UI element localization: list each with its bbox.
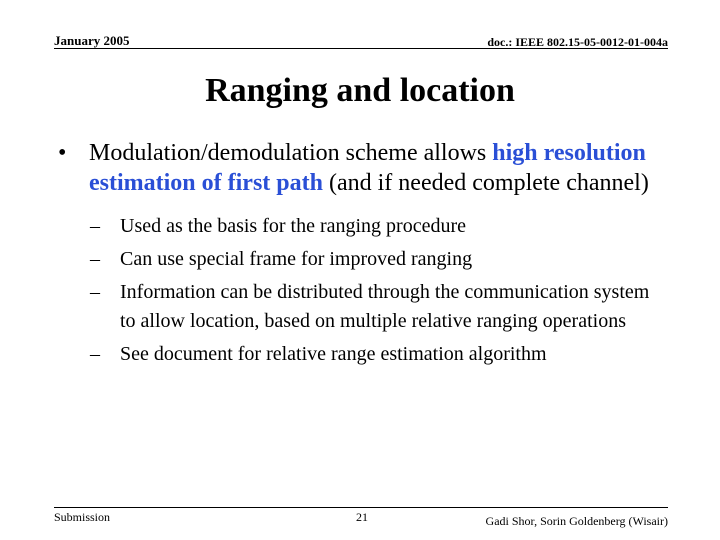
sub-bullet-text: Used as the basis for the ranging procedure	[120, 215, 466, 237]
page-number: 21	[356, 510, 368, 524]
footer-submission: Submission	[54, 510, 111, 524]
bullet-text-after: (and if needed complete channel)	[322, 170, 649, 196]
header-date: January 2005	[54, 33, 130, 48]
dash-marker: –	[90, 215, 100, 237]
sub-bullet-item	[90, 245, 668, 274]
sub-bullet-item	[90, 212, 668, 241]
main-bullet	[58, 138, 668, 198]
header-divider	[54, 48, 668, 49]
bullet-marker: •	[58, 140, 67, 166]
slide-body	[58, 138, 668, 373]
sub-bullet-text: Information can be distributed through the communication system to allow location, based on multiple relative ranging operations	[120, 281, 650, 332]
footer-divider	[54, 507, 668, 508]
header-doc-id: doc.: IEEE 802.15-05-0012-01-004a	[487, 35, 668, 49]
slide-title: Ranging and location	[205, 72, 515, 109]
footer-authors: Gadi Shor, Sorin Goldenberg (Wisair)	[485, 514, 668, 528]
dash-marker: –	[90, 343, 100, 365]
bullet-highlight: high resolution estimation of first path	[89, 140, 646, 196]
sub-bullet-text: See document for relative range estimation algorithm	[120, 343, 547, 365]
dash-marker: –	[90, 281, 100, 303]
bullet-text-before: Modulation/demodulation scheme allows	[89, 140, 493, 166]
sub-bullet-text: Can use special frame for improved ranging	[120, 248, 473, 270]
sub-bullet-item	[90, 278, 668, 336]
sub-bullet-list	[58, 212, 668, 369]
sub-bullet-item	[90, 340, 668, 369]
dash-marker: –	[90, 248, 100, 270]
